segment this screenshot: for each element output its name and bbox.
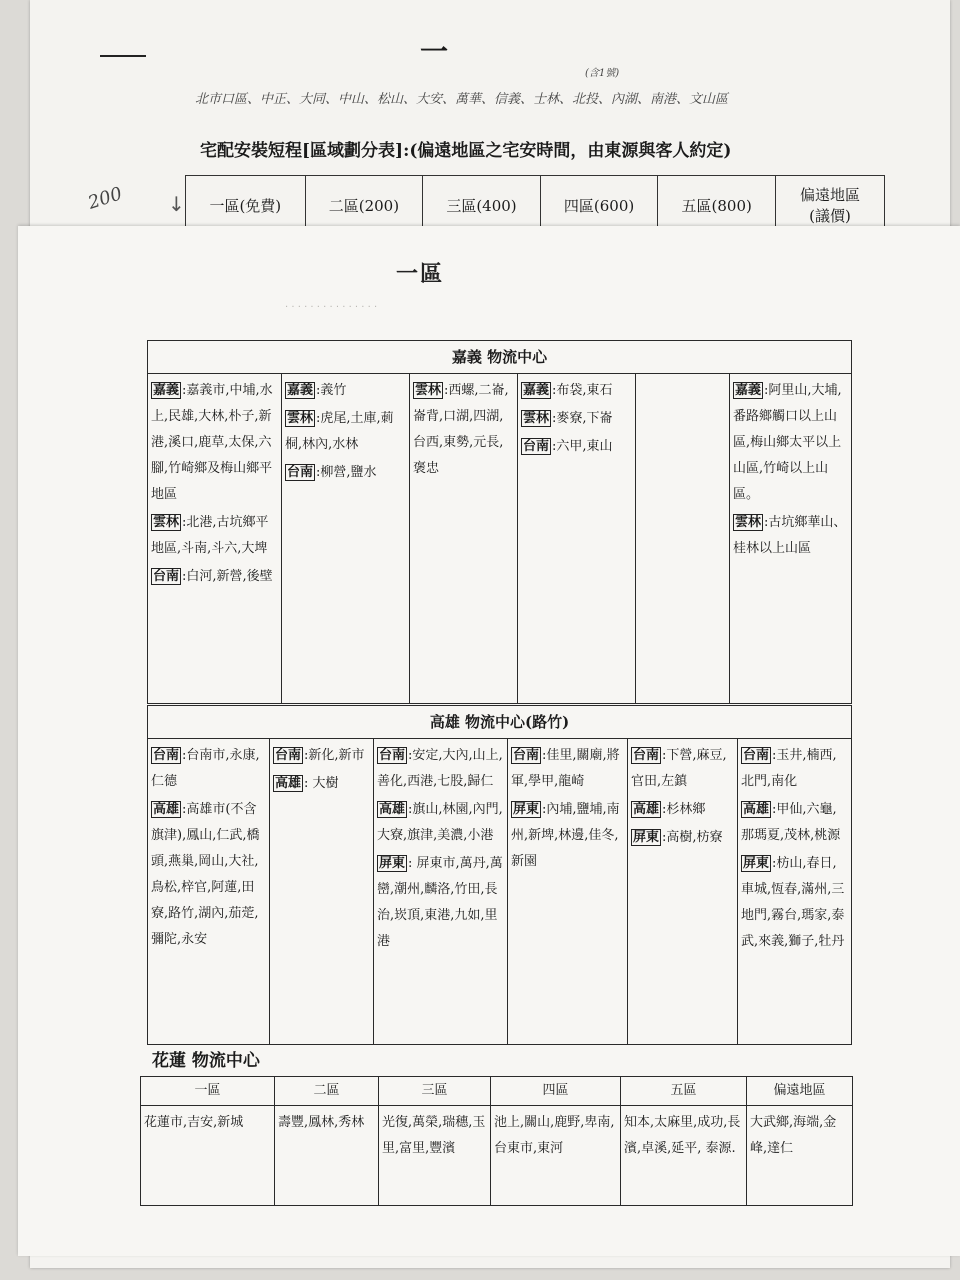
county-group [511, 743, 624, 795]
zone-cell: 三區(400) [423, 176, 541, 235]
zone-column [148, 739, 270, 1045]
district-cell: 池上,關山,鹿野,卑南,台東市,東河 [491, 1106, 621, 1206]
chiayi-center-title: 嘉義 物流中心 [148, 341, 852, 374]
county-group [377, 743, 504, 795]
county-tag: 台南 [153, 748, 180, 763]
zone-header: 五區 [621, 1077, 747, 1106]
district-list: :六甲,東山 [552, 439, 613, 454]
handwritten-number: 200 [85, 183, 125, 214]
district-list: :杉林鄉 [662, 802, 706, 817]
handwritten-note: 北市口區、中正、大同、中山、松山、大安、萬華、信義、士林、北投、內湖、南港、文山區 [195, 92, 729, 107]
district-list: :西螺,二崙,崙背,口湖,四湖,台西,東勢,元長,褒忠 [413, 383, 509, 476]
district-list: :甲仙,六龜, 那瑪夏,茂林,桃源 [741, 802, 841, 843]
bleed-through-text: · · · · · · · · · · · · · · · [285, 302, 378, 313]
district-list: :虎尾,土庫,莿桐,林內,水林 [285, 411, 394, 452]
county-group [151, 378, 278, 508]
back-heading: 一 [420, 35, 453, 68]
county-group [733, 378, 848, 508]
district-list: :台南市,永康,仁德 [151, 748, 260, 789]
county-group [285, 460, 406, 486]
hualien-center-table [140, 1076, 853, 1206]
district-cell: 光復,萬榮,瑞穗,玉里,富里,豐濱 [379, 1106, 491, 1206]
zone-column [148, 374, 282, 704]
district-list: :義竹 [316, 383, 347, 398]
county-group [741, 797, 848, 849]
county-tag: 屏東 [379, 856, 406, 871]
county-group [151, 510, 278, 562]
zone-column [410, 374, 518, 704]
county-tag: 雲林 [287, 411, 314, 426]
county-tag: 台南 [513, 748, 540, 763]
county-group [511, 797, 624, 875]
county-tag: 台南 [743, 748, 770, 763]
district-cell: 大武鄉,海端,金峰,達仁 [747, 1106, 853, 1206]
district-list: :麥寮,下崙 [552, 411, 613, 426]
county-tag: 台南 [379, 748, 406, 763]
zone-header: 一區 [141, 1077, 275, 1106]
county-tag: 台南 [275, 748, 302, 763]
county-tag: 屏東 [743, 856, 770, 871]
arrow-down-icon: ↓ [168, 192, 185, 216]
chiayi-center-table [147, 340, 852, 704]
district-list: :阿里山,大埔,番路鄉觸口以上山區,梅山鄉太平以上山區,竹崎以上山區。 [733, 383, 842, 502]
county-tag: 台南 [633, 748, 660, 763]
district-list: :柳營,鹽水 [316, 465, 377, 480]
front-heading: 一區 [396, 262, 445, 287]
county-tag: 台南 [153, 569, 180, 584]
district-list: :白河,新營,後壁 [182, 569, 273, 584]
county-group [151, 564, 278, 590]
district-list: :佳里,關廟,將軍,學甲,龍崎 [511, 748, 620, 789]
county-group [377, 797, 504, 849]
county-tag: 台南 [287, 465, 314, 480]
county-group [631, 797, 734, 823]
zone-column [730, 374, 852, 704]
district-list: :北港,古坑鄉平地區,斗南,斗六,大埤 [151, 515, 269, 556]
zone-column [270, 739, 374, 1045]
zone-column [282, 374, 410, 704]
county-tag: 台南 [523, 439, 550, 454]
zone-column [636, 374, 730, 704]
county-tag: 屏東 [513, 802, 540, 817]
district-list: :安定,大內,山上,善化,西港,七股,歸仁 [377, 748, 503, 789]
county-group [521, 434, 632, 460]
county-group [273, 771, 370, 797]
county-tag: 嘉義 [287, 383, 314, 398]
county-tag: 雲林 [523, 411, 550, 426]
zone-column [508, 739, 628, 1045]
zone-header: 偏遠地區 [747, 1077, 853, 1106]
county-tag: 嘉義 [523, 383, 550, 398]
district-list: : 屏東市,萬丹,萬巒,潮州,麟洛,竹田,長治,崁頂,東港,九如,里港 [377, 856, 503, 949]
zone-column [518, 374, 636, 704]
county-group [733, 510, 848, 562]
district-list: :枋山,春日,車城,恆春,滿州,三地門,霧台,瑪家,泰武,來義,獅子,牡丹 [741, 856, 845, 949]
county-tag: 屏東 [633, 830, 660, 845]
county-group [273, 743, 370, 769]
county-tag: 雲林 [153, 515, 180, 530]
back-dash [100, 55, 146, 57]
zone-header: 四區 [491, 1077, 621, 1106]
district-list: :嘉義市,中埔,水上,民雄,大林,朴子,新港,溪口,鹿草,太保,六腳,竹崎鄉及梅山鄉平地區 [151, 383, 273, 502]
county-tag: 嘉義 [735, 383, 762, 398]
hualien-center-title: 花蓮 物流中心 [152, 1051, 260, 1071]
district-list: :旗山,林園,內門,大寮,旗津,美濃,小港 [377, 802, 503, 843]
district-list: :布袋,東石 [552, 383, 613, 398]
kaohsiung-center-title: 高雄 物流中心(路竹) [148, 706, 852, 739]
county-group [521, 406, 632, 432]
district-list: :高樹,枋寮 [662, 830, 723, 845]
zone-cell: 偏遠地區 (議價) [776, 176, 885, 235]
district-list: :內埔,鹽埔,南州,新埤,林邊,佳冬,新園 [511, 802, 620, 869]
county-tag: 雲林 [735, 515, 762, 530]
zone-cell: 四區(600) [540, 176, 658, 235]
district-list: : 大樹 [304, 776, 339, 791]
county-group [521, 378, 632, 404]
zone-cell: 二區(200) [305, 176, 423, 235]
zone-cell: 五區(800) [658, 176, 776, 235]
district-list: :古坑鄉華山、桂林以上山區 [733, 515, 847, 556]
zone-cell: 一區(免費) [186, 176, 306, 235]
county-tag: 雲林 [415, 383, 442, 398]
county-tag: 高雄 [743, 802, 770, 817]
county-group [285, 378, 406, 404]
county-group [631, 743, 734, 795]
zone-table-title: 宅配安裝短程[區域劃分表]:(偏遠地區之宅安時間，由東源與客人約定) [200, 141, 732, 161]
county-group [285, 406, 406, 458]
county-group [413, 378, 514, 482]
kaohsiung-center-table [147, 705, 852, 1045]
county-group [151, 797, 266, 953]
county-tag: 嘉義 [153, 383, 180, 398]
district-list: :玉井,楠西,北門,南化 [741, 748, 837, 789]
county-group [151, 743, 266, 795]
county-tag: 高雄 [633, 802, 660, 817]
handwritten-note-small: (含1號) [585, 68, 620, 79]
district-cell: 知本,太麻里,成功,長濱,卓溪,延平, 泰源. [621, 1106, 747, 1206]
county-tag: 高雄 [275, 776, 302, 791]
county-tag: 高雄 [153, 802, 180, 817]
county-group [631, 825, 734, 851]
district-cell: 壽豐,鳳林,秀林 [275, 1106, 379, 1206]
district-cell: 花蓮市,吉安,新城 [141, 1106, 275, 1206]
zone-header: 三區 [379, 1077, 491, 1106]
zone-header: 二區 [275, 1077, 379, 1106]
district-list: :新化,新市 [304, 748, 365, 763]
county-group [741, 743, 848, 795]
zone-column [374, 739, 508, 1045]
county-group [377, 851, 504, 955]
zone-column [628, 739, 738, 1045]
district-list: :下營,麻豆,官田,左鎮 [631, 748, 727, 789]
county-tag: 高雄 [379, 802, 406, 817]
county-group [741, 851, 848, 955]
zone-column [738, 739, 852, 1045]
district-list: :高雄市(不含旗津),鳳山,仁武,橋頭,燕巢,岡山,大社,鳥松,梓官,阿蓮,田寮,路竹,湖內,茄萣,彌陀,永安 [151, 802, 260, 947]
